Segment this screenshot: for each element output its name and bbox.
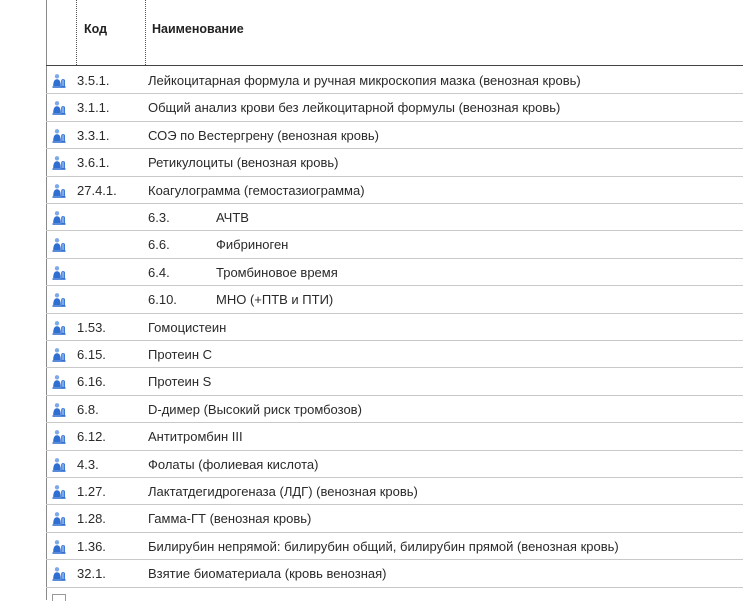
test-tube-person-icon[interactable] <box>51 402 67 418</box>
table-row[interactable] <box>0 177 743 204</box>
row-name: Ретикулоциты (венозная кровь) <box>148 155 339 171</box>
header-separator <box>46 65 743 66</box>
row-name: Билирубин непрямой: билирубин общий, билирубин прямой (венозная кровь) <box>148 538 619 554</box>
table-row[interactable] <box>0 67 743 94</box>
table-row[interactable] <box>0 533 743 560</box>
row-name: Протеин S <box>148 374 212 390</box>
row-name: Гамма-ГТ (венозная кровь) <box>148 511 312 527</box>
test-tube-person-icon[interactable] <box>51 73 67 89</box>
table-row[interactable] <box>0 122 743 149</box>
row-code: 6.12. <box>77 429 106 445</box>
row-subcode: 6.3. <box>148 210 170 225</box>
test-tube-person-icon[interactable] <box>51 210 67 226</box>
row-code: 3.1.1. <box>77 100 110 116</box>
row-separator <box>46 587 743 588</box>
table-row[interactable] <box>0 560 743 587</box>
test-tube-person-icon[interactable] <box>51 539 67 555</box>
row-name: СОЭ по Вестергрену (венозная кровь) <box>148 127 379 143</box>
row-code: 1.27. <box>77 484 106 499</box>
table-row[interactable] <box>0 368 743 395</box>
test-tube-person-icon[interactable] <box>51 374 67 390</box>
table-row[interactable] <box>0 286 743 313</box>
test-tube-person-icon[interactable] <box>51 155 67 171</box>
column-header-name[interactable]: Наименование <box>152 22 244 36</box>
row-name: Коагулограмма (гемостазиограмма) <box>148 182 365 198</box>
row-subcode: 6.6. <box>148 237 170 253</box>
row-code: 27.4.1. <box>77 182 117 198</box>
table-row[interactable] <box>0 259 743 286</box>
test-tube-person-icon[interactable] <box>51 347 67 363</box>
row-code: 1.28. <box>77 511 106 527</box>
table-row[interactable] <box>0 231 743 258</box>
row-name: Общий анализ крови без лейкоцитарной формулы (венозная кровь) <box>148 100 561 116</box>
test-tube-person-icon[interactable] <box>51 457 67 473</box>
row-name: D-димер (Высокий риск тромбозов) <box>148 401 362 417</box>
row-name: Гомоцистеин <box>148 319 227 335</box>
test-tube-person-icon[interactable] <box>51 292 67 308</box>
table-row[interactable] <box>0 204 743 231</box>
row-code: 6.8. <box>77 401 99 417</box>
table-row[interactable] <box>0 478 743 505</box>
row-name: Фибриноген <box>216 237 289 253</box>
row-name: Взятие биоматериала (кровь венозная) <box>148 566 387 582</box>
test-tube-person-icon[interactable] <box>51 511 67 527</box>
table-row[interactable] <box>0 94 743 121</box>
table-row[interactable] <box>0 505 743 532</box>
test-tube-person-icon[interactable] <box>51 183 67 199</box>
row-code: 3.6.1. <box>77 155 110 171</box>
row-name: Антитромбин III <box>148 429 243 445</box>
table-row[interactable] <box>0 149 743 176</box>
column-divider[interactable] <box>76 0 77 65</box>
row-code: 6.15. <box>77 347 106 362</box>
column-divider[interactable] <box>145 0 146 65</box>
test-tube-person-icon[interactable] <box>51 566 67 582</box>
row-name: Протеин С <box>148 347 212 362</box>
test-tube-person-icon[interactable] <box>51 320 67 336</box>
test-tube-person-icon[interactable] <box>51 237 67 253</box>
row-name: Лейкоцитарная формула и ручная микроскопия мазка (венозная кровь) <box>148 73 581 88</box>
row-code: 1.36. <box>77 538 106 554</box>
table-row[interactable] <box>0 451 743 478</box>
row-code: 32.1. <box>77 566 106 582</box>
test-tube-person-icon[interactable] <box>51 100 67 116</box>
test-tube-person-icon[interactable] <box>51 265 67 281</box>
test-tube-person-icon[interactable] <box>51 128 67 144</box>
table-row[interactable] <box>0 396 743 423</box>
row-code: 1.53. <box>77 319 106 335</box>
row-code: 3.5.1. <box>77 73 110 88</box>
row-code: 6.16. <box>77 374 106 390</box>
table-row[interactable] <box>0 341 743 368</box>
row-name: Фолаты (фолиевая кислота) <box>148 456 319 472</box>
row-name: Тромбиновое время <box>216 264 338 280</box>
table-row[interactable] <box>0 423 743 450</box>
row-name: МНО (+ПТВ и ПТИ) <box>216 292 334 308</box>
row-name: АЧТВ <box>216 210 249 225</box>
table-row[interactable] <box>0 314 743 341</box>
row-subcode: 6.10. <box>148 292 177 308</box>
row-subcode: 6.4. <box>148 264 170 280</box>
column-header-code[interactable]: Код <box>84 22 108 36</box>
row-code: 4.3. <box>77 456 99 472</box>
row-code: 3.3.1. <box>77 127 110 143</box>
test-tube-person-icon[interactable] <box>51 484 67 500</box>
table-header <box>0 0 743 65</box>
test-tube-person-icon[interactable] <box>51 429 67 445</box>
row-name: Лактатдегидрогеназа (ЛДГ) (венозная кровь) <box>148 484 418 499</box>
